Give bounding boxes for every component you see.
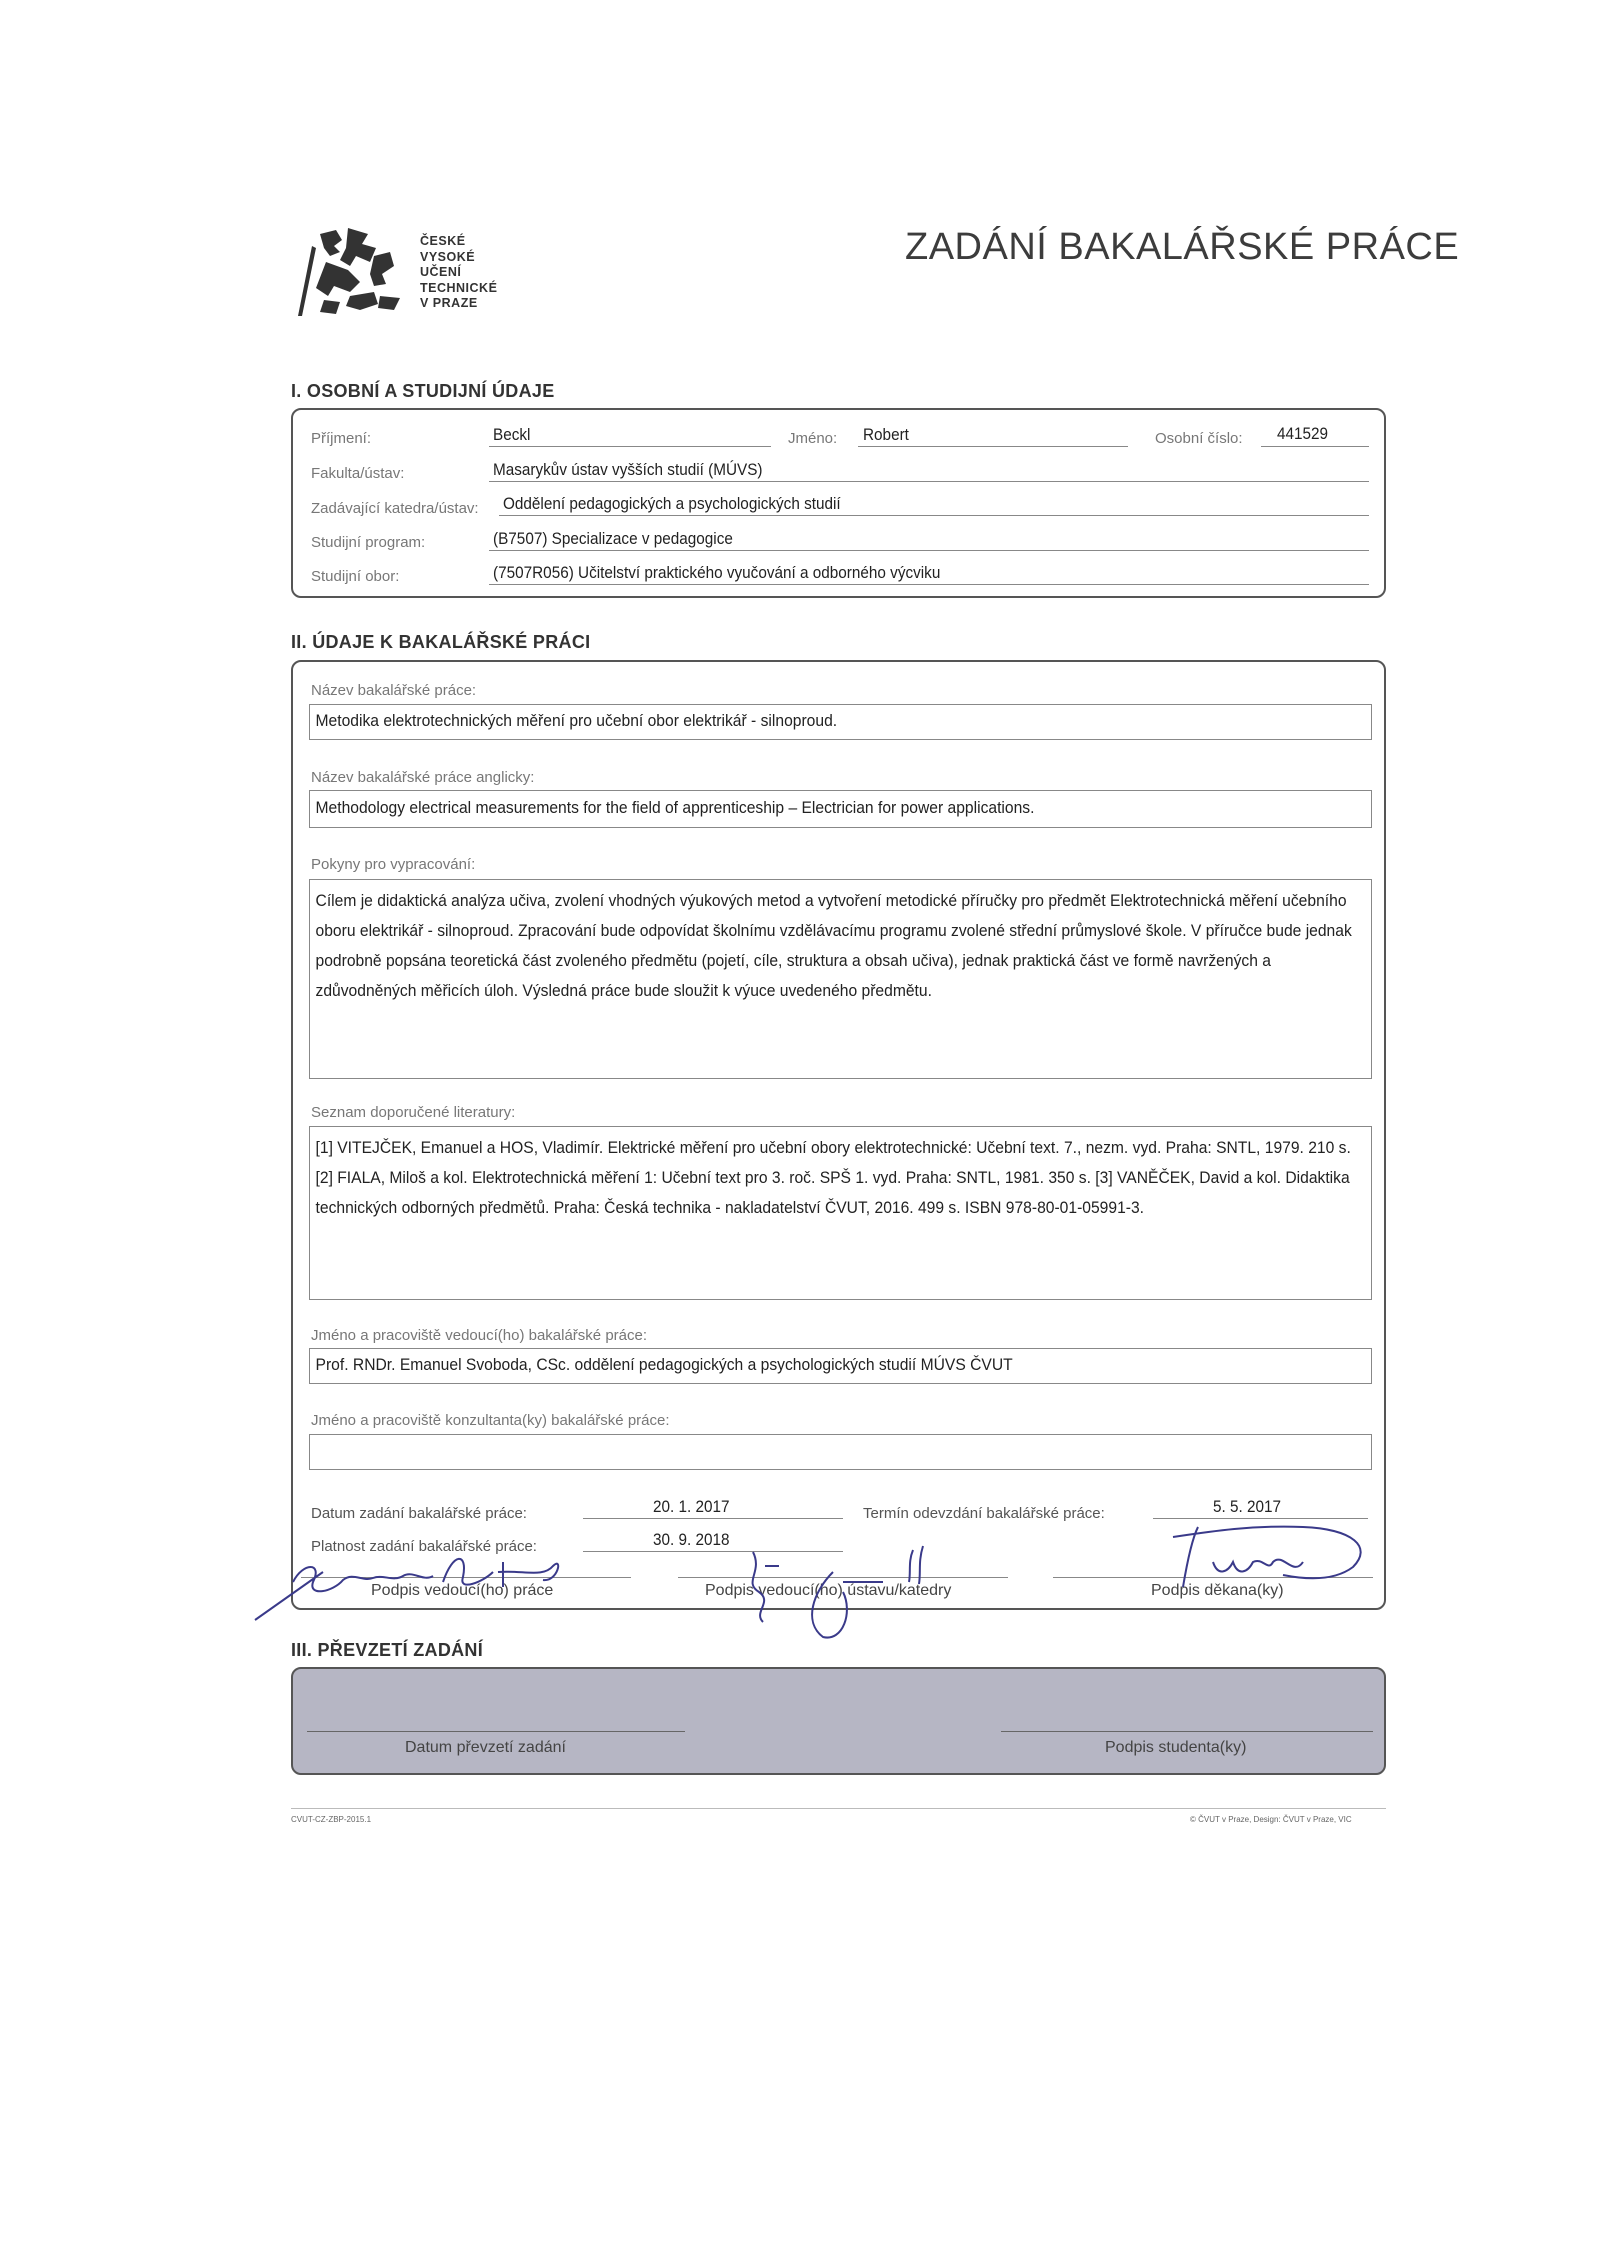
deadline-label: Termín odevzdání bakalářské práce:	[863, 1505, 1105, 1522]
logo-line: ČESKÉ	[420, 234, 466, 248]
supervisor-label: Jméno a pracoviště vedoucí(ho) bakalářské práce:	[311, 1327, 648, 1344]
personal-data-box	[291, 408, 1386, 598]
surname-value: Beckl	[493, 425, 531, 444]
footer-form-code: CVUT-CZ-ZBP-2015.1	[291, 1815, 372, 1824]
lion-logo-icon	[290, 226, 410, 318]
surname-label: Příjmení:	[311, 430, 372, 447]
program-value: (B7507) Specializace v pedagogice	[493, 529, 733, 548]
university-name	[420, 234, 497, 312]
section-3-title: III. PŘEVZETÍ ZADÁNÍ	[291, 1640, 484, 1660]
logo-line: TECHNICKÉ	[420, 280, 498, 295]
guidelines-field	[309, 879, 1372, 1079]
thesis-title-value: Metodika elektrotechnických měření pro učební obor elektrikář - silnoproud.	[315, 711, 838, 730]
validity-label: Platnost zadání bakalářské práce:	[311, 1538, 537, 1555]
faculty-line	[489, 481, 1369, 482]
consultant-field	[309, 1434, 1372, 1470]
literature-field	[309, 1126, 1372, 1300]
supervisor-signature	[253, 1542, 613, 1622]
id-value: 441529	[1277, 424, 1329, 443]
field-line	[489, 584, 1369, 585]
department-label: Zadávající katedra/ústav:	[311, 500, 479, 517]
program-label: Studijní program:	[311, 534, 426, 551]
dean-signature	[1153, 1517, 1393, 1597]
date-assigned-line	[583, 1518, 843, 1519]
cvut-logo	[290, 226, 410, 318]
literature-value: [1] VITEJČEK, Emanuel a HOS, Vladimír. Elektrické měření pro učební obory elektrotechnické: Učební text. 7., nezm. vyd. Praha: SNTL, 1979. 210 s. [2] FIALA, Miloš a kol. Elektrotechnická měření 1: Učební text pro 3. roč. SPŠ 1. vyd. Praha: SNTL, 1981. 350 s. [3] VANĚČEK, David a kol. Didaktika technických odborných předmětů. Praha: Česká technika - nakladatelství ČVUT, 2016. 499 s. ISBN 978-80-01-05991-3.	[315, 1138, 1351, 1217]
date-assigned-label: Datum zadání bakalářské práce:	[311, 1505, 527, 1522]
thesis-title-en-field	[309, 790, 1372, 828]
logo-line: V PRAZE	[420, 296, 478, 310]
guidelines-value: Cílem je didaktická analýza učiva, zvolení vhodných výukových metod a vytvoření metodické příručky pro předmět Elektrotechnická měření učebního oboru elektrikář - silnoproud. Zpracování bude odpovídat školnímu vzdělávacímu programu zvolené střední průmyslové škole. V příručce bude jednak podrobně popsána teoretická část zvoleného předmětu (pojetí, cíle, struktura a obsah učiva), jednak praktická část ve formě navržených a zdůvodněných měřicích úloh. Výsledná práce bude sloužit k výuce uvedeného předmětu.	[315, 891, 1352, 1000]
faculty-label: Fakulta/ústav:	[311, 465, 405, 482]
supervisor-field	[309, 1348, 1372, 1384]
thesis-data-box	[291, 660, 1386, 1610]
name-value: Robert	[863, 425, 909, 444]
date-assigned-value: 20. 1. 2017	[653, 1497, 730, 1516]
guidelines-label: Pokyny pro vypracování:	[311, 856, 476, 873]
sig-supervisor-label: Podpis vedoucí(ho) práce	[371, 1582, 554, 1599]
program-line	[489, 550, 1369, 551]
footer-divider	[291, 1808, 1386, 1809]
sig-dean-label: Podpis děkana(ky)	[1151, 1582, 1284, 1599]
logo-line: VYSOKÉ	[420, 249, 476, 264]
field-label: Studijní obor:	[311, 568, 400, 585]
supervisor-value: Prof. RNDr. Emanuel Svoboda, CSc. oddělení pedagogických a psychologických studií MÚVS ČVUT	[315, 1355, 1013, 1374]
handover-date-label: Datum převzetí zadání	[405, 1739, 566, 1756]
department-value: Oddělení pedagogických a psychologických studií	[503, 494, 841, 513]
thesis-title-label: Název bakalářské práce:	[311, 682, 477, 699]
handover-box	[291, 1667, 1386, 1775]
validity-value: 30. 9. 2018	[653, 1530, 730, 1549]
id-label: Osobní číslo:	[1155, 430, 1243, 447]
footer-copyright: © ČVUT v Praze, Design: ČVUT v Praze, VIC	[1190, 1815, 1352, 1824]
handover-date-line	[307, 1731, 685, 1732]
field-value: (7507R056) Učitelství praktického vyučování a odborného výcviku	[493, 563, 941, 582]
name-label: Jméno:	[788, 430, 838, 447]
head-signature	[733, 1542, 993, 1642]
logo-line: UČENÍ	[420, 265, 462, 279]
thesis-title-en-value: Methodology electrical measurements for the field of apprenticeship – Electrician for power applications.	[315, 798, 1035, 817]
student-sig-label: Podpis studenta(ky)	[1105, 1739, 1247, 1756]
id-line	[1261, 446, 1369, 447]
department-line	[499, 515, 1369, 516]
thesis-title-field	[309, 704, 1372, 740]
faculty-value: Masarykův ústav vyšších studií (MÚVS)	[493, 460, 763, 479]
page-title: ZADÁNÍ BAKALÁŘSKÉ PRÁCE	[905, 226, 1460, 268]
section-2-title: II. ÚDAJE K BAKALÁŘSKÉ PRÁCI	[291, 632, 591, 652]
name-line	[858, 446, 1128, 447]
deadline-value: 5. 5. 2017	[1213, 1497, 1282, 1516]
section-1-title: I. OSOBNÍ A STUDIJNÍ ÚDAJE	[291, 381, 555, 401]
thesis-title-en-label: Název bakalářské práce anglicky:	[311, 769, 535, 786]
surname-line	[489, 446, 771, 447]
student-sig-line	[1001, 1731, 1373, 1732]
literature-label: Seznam doporučené literatury:	[311, 1104, 516, 1121]
consultant-value	[310, 1435, 1375, 1447]
consultant-label: Jméno a pracoviště konzultanta(ky) bakalářské práce:	[311, 1412, 670, 1429]
sig-head-label: Podpis vedoucí(ho) ústavu/katedry	[705, 1582, 952, 1599]
